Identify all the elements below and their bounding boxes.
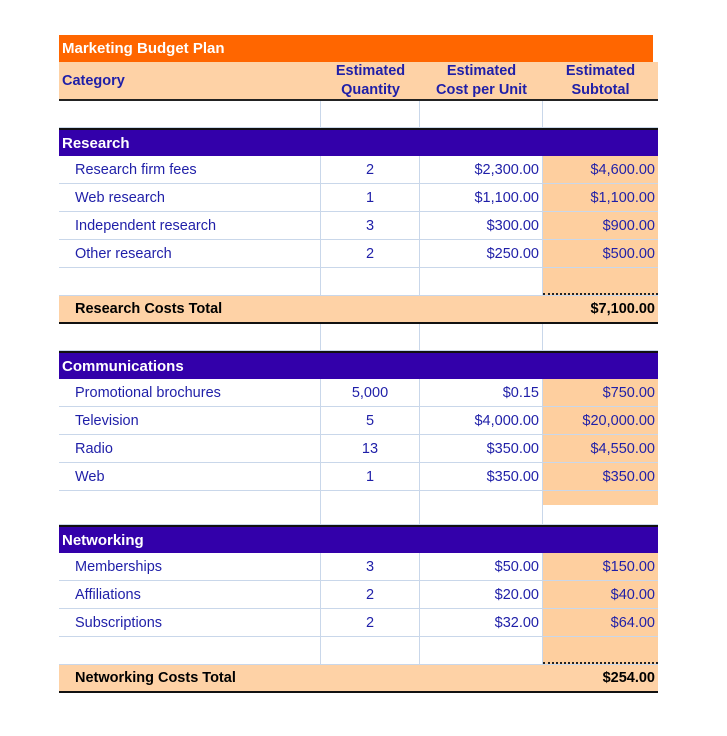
item-cell[interactable]: Web research [59, 184, 321, 211]
item-cell[interactable]: Memberships [59, 553, 321, 580]
cost-cell[interactable]: $350.00 [420, 463, 543, 490]
qty-cell[interactable]: 3 [321, 212, 420, 239]
table-row[interactable] [59, 463, 658, 491]
blank-row [59, 268, 658, 296]
total-value: $7,100.00 [590, 301, 655, 317]
column-header-row [59, 62, 658, 101]
total-label: Networking Costs Total [75, 670, 236, 686]
cost-cell[interactable]: $50.00 [420, 553, 543, 580]
item-cell[interactable]: Promotional brochures [59, 379, 321, 406]
qty-cell[interactable]: 5 [321, 407, 420, 434]
qty-cell[interactable]: 2 [321, 581, 420, 608]
qty-cell[interactable]: 2 [321, 156, 420, 183]
research-total-row [59, 296, 658, 324]
section-networking: Networking [59, 525, 658, 553]
table-row[interactable] [59, 553, 658, 581]
table-row[interactable] [59, 407, 658, 435]
item-cell[interactable]: Television [59, 407, 321, 434]
subtotal-cell[interactable]: $350.00 [543, 463, 658, 490]
blank-row [59, 491, 658, 525]
subtotal-header: Estimated Subtotal [565, 62, 636, 98]
qty-cell[interactable]: 13 [321, 435, 420, 462]
qty-cell[interactable]: 5,000 [321, 379, 420, 406]
subtotal-cell[interactable]: $150.00 [543, 553, 658, 580]
item-cell[interactable]: Radio [59, 435, 321, 462]
item-cell[interactable]: Web [59, 463, 321, 490]
budget-sheet [59, 35, 658, 693]
table-row[interactable] [59, 609, 658, 637]
item-cell[interactable]: Affiliations [59, 581, 321, 608]
cost-cell[interactable]: $2,300.00 [420, 156, 543, 183]
table-row[interactable] [59, 184, 658, 212]
table-row[interactable] [59, 212, 658, 240]
sheet-title: Marketing Budget Plan [59, 35, 653, 62]
subtotal-cell[interactable]: $4,600.00 [543, 156, 658, 183]
qty-cell[interactable]: 1 [321, 184, 420, 211]
networking-total-row [59, 665, 658, 693]
subtotal-cell[interactable]: $1,100.00 [543, 184, 658, 211]
cost-cell[interactable]: $4,000.00 [420, 407, 543, 434]
subtotal-cell[interactable]: $4,550.00 [543, 435, 658, 462]
item-cell[interactable]: Research firm fees [59, 156, 321, 183]
cost-header: Estimated Cost per Unit [435, 62, 528, 98]
table-row[interactable] [59, 435, 658, 463]
qty-cell[interactable]: 2 [321, 240, 420, 267]
quantity-header: Estimated Quantity [335, 62, 406, 98]
table-row[interactable] [59, 156, 658, 184]
item-cell[interactable]: Other research [59, 240, 321, 267]
cost-cell[interactable]: $20.00 [420, 581, 543, 608]
subtotal-cell[interactable]: $20,000.00 [543, 407, 658, 434]
table-row[interactable] [59, 379, 658, 407]
category-header: Category [62, 72, 125, 89]
cost-cell[interactable]: $300.00 [420, 212, 543, 239]
qty-cell[interactable]: 3 [321, 553, 420, 580]
subtotal-cell[interactable]: $64.00 [543, 609, 658, 636]
section-communications: Communications [59, 351, 658, 379]
qty-cell[interactable]: 2 [321, 609, 420, 636]
subtotal-cell[interactable]: $500.00 [543, 240, 658, 267]
item-cell[interactable]: Independent research [59, 212, 321, 239]
subtotal-cell[interactable]: $900.00 [543, 212, 658, 239]
cost-cell[interactable]: $250.00 [420, 240, 543, 267]
spacer-row [59, 324, 658, 351]
cost-cell[interactable]: $1,100.00 [420, 184, 543, 211]
table-row[interactable] [59, 581, 658, 609]
spacer-row [59, 101, 658, 128]
cost-cell[interactable]: $32.00 [420, 609, 543, 636]
item-cell[interactable]: Subscriptions [59, 609, 321, 636]
table-row[interactable] [59, 240, 658, 268]
subtotal-cell[interactable]: $750.00 [543, 379, 658, 406]
total-label: Research Costs Total [75, 301, 223, 317]
subtotal-cell[interactable]: $40.00 [543, 581, 658, 608]
blank-row [59, 637, 658, 665]
total-value: $254.00 [602, 670, 655, 686]
qty-cell[interactable]: 1 [321, 463, 420, 490]
cost-cell[interactable]: $350.00 [420, 435, 543, 462]
cost-cell[interactable]: $0.15 [420, 379, 543, 406]
section-research: Research [59, 128, 658, 156]
